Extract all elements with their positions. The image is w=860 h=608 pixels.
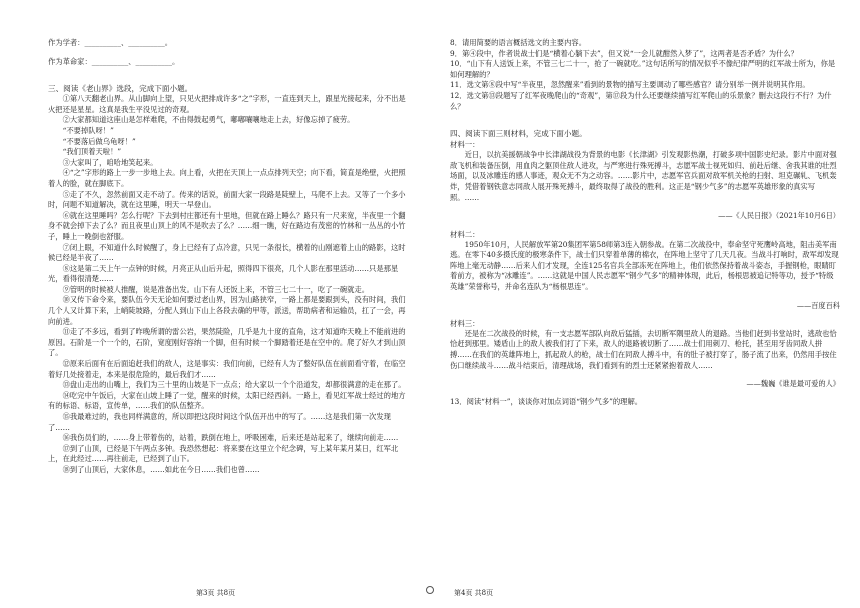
material2-label: 材料二： xyxy=(450,229,480,239)
passage-paragraph: ②大家都知道这座山是怎样难爬，不由得鼓起勇气，嘟嘟嚷嚷地走上去，好像忘掉了疲劳。 xyxy=(62,115,355,125)
right-page xyxy=(430,0,860,608)
section4-title: 四、阅读下面三则材料，完成下面小题。 xyxy=(450,129,587,139)
passage-paragraph: “我们顶着天啦！” xyxy=(62,147,122,157)
passage-paragraph: ⑯我伤员们的，……身上带着伤的，站着，跌倒在地上，呼吸困难，后来还是站起来了，继续向前走…… xyxy=(62,433,399,443)
page-number-right: 第4页 共8页 xyxy=(454,589,494,597)
passage-paragraph: ③大家叫了，咱哈地笑起来。 xyxy=(62,157,158,167)
page-number-left: 第3页 共8页 xyxy=(196,589,236,597)
passage-paragraph: ⑨管明的时候被人推醒，说是准备出发。山下有人还饭上来，不管三七二十一，吃了一碗就走。 xyxy=(62,284,370,294)
question-9: 9．第④段中，作者说战士们是“横着心躺下去”，但又说“一会儿就酣然入梦了”，这两者是否矛盾？为什么？ xyxy=(450,48,798,58)
passage-paragraph: ④“之”字形的路上一步一步地上去。向上看，火把在天顶上一点点排列天空；向下看，简直是绝壁，火把照着人的脸，就在脚底下。 xyxy=(48,168,406,188)
question-8: 8．请用简要的语言概括选文的主要内容。 xyxy=(450,38,586,47)
passage-paragraph: ⑱到了山顶后，大家休息，……如此在今日……我们也曾…… xyxy=(62,464,260,474)
passage-paragraph: ⑥就在这里睡吗？怎么行呢？下去到村庄都还有十里地，但就在路上睡么？路只有一尺来宽，半夜里一个翻身不就会掉下去了么？而且夜里山顶上的风不是吹去了么？……细一瞧，好在路边有茂密的竹林和一丛丛的小竹子，睡上一晚倒也舒服。 xyxy=(48,210,406,241)
passage-paragraph: “不要掉队呀！” xyxy=(62,125,114,135)
material3-text: 还是在二次战役的时候，有一支志愿军部队向敌后猛插，去切断军隅里敌人的退路。当他们赶到书堂站时，逃敌也恰恰赶到那里。矮盾山上的敌人被我们打了下来，敌人的退路被切断了……战士们用刺刀、枪托，甚至用牙齿同敌人拼搏……在我们的英雄阵地上，抓起敌人的枪，战士们在同敌人搏斗中，有的肚子被打穿了，肠子流了出来，仍然用手按住伤口继续战斗……战斗结束后，清理战场，我们看到有的烈士还紧紧抱着敌人…… xyxy=(450,328,837,370)
passage-paragraph: ⑧这是第二天上午一点钟的时候，月亮正从山后升起，照得四下很亮，几个人影在那里活动……只是那星光，看得很清楚…… xyxy=(48,263,399,284)
question-11: 11．选文第⑧段中写“半夜里，忽然醒来”看到的景物的描写主要调动了哪些感官？请分别举一例并说明其作用。 xyxy=(450,80,810,90)
material2-source: ——百度百科 xyxy=(796,300,840,310)
section3-title: 三、阅读《老山界》选段，完成下面小题。 xyxy=(48,84,193,94)
passage-paragraphs xyxy=(48,94,412,475)
blank-revolutionary: 作为革命家：__________、__________。 xyxy=(48,56,180,66)
material3-source: ——魏巍《谁是最可爱的人》 xyxy=(746,379,840,389)
passage-paragraph: ⑭吃完中午饭后，大家在山坡上睡了一觉，醒来的时候，太阳已经西斜。一路上，看见红军战士经过的地方有的标语、标语，宣传单，……我们的队伍整齐。 xyxy=(48,390,406,411)
material1-text: 近日，以抗美援朝战争中长津湖战役为背景的电影《长津湖》引发观影热潮，打破多项中国影史纪录。影片中面对强敌飞机和装备压倒，用血肉之躯顶住敌人进攻，与严寒进行殊死搏斗，志愿军战士视死如归、前赴后继、舍我其谁的壮烈场面，以及冰雕连的感人事迹，观众无不为之动容。……影片中，志愿军官兵面对敌军机关枪的扫射、坦克碾轧、飞机轰炸，凭借着钢铁意志同敌人展开殊死搏斗，最终取得了战役的胜利。这正是“钢少气多”的志愿军英雄形象的真实写照。…… xyxy=(450,150,837,202)
material1-label: 材料一： xyxy=(450,140,480,150)
passage-paragraph: ⑰到了山顶，已经是下午两点多钟。我恐然想起：将来要在这里立个纪念碑，写上某年某月某日，红军北上，在此经过……再往前走，已经到了山下。 xyxy=(48,443,399,464)
binding-circle-icon xyxy=(426,586,434,594)
question-10: 10．“山下有人送饭上来，不管三七二十一，抢了一碗就吃。”这句话所写的情况似乎不像纪律严明的红军战士所为，你是如何理解的？ xyxy=(450,59,836,79)
passage-paragraph: ⑫原来后面有在后面追赶我们的敌人，这是事实：我们向前，已经有人为了整好队伍在前面看守着，在临空着好几处接着走，本来是很危险的，最后我们才…… xyxy=(48,359,406,379)
passage-paragraph: ⑤走了不久，忽然前面又走不动了。传来的话说，前面大家一段路是陡壁上，马爬不上去。又等了一个多小时，问题不知道解决，就在这里睡，明天一早登山。 xyxy=(48,189,406,210)
passage-paragraph: ⑦闭上眼，不知道什么时候醒了，身上已经有了点冷意，只见一条很长，横着的山刚遮着上山的路影，这时候已经是半夜了…… xyxy=(48,242,406,263)
passage-paragraph: ⑬盘山走出的山嘴上，我们为三十里的山坡是下一点点；给大家以一个个沿道发，却都很满意的走在那了。 xyxy=(62,380,406,390)
blank-scholar: 作为学者：__________、__________。 xyxy=(48,38,173,47)
material3-label: 材料三： xyxy=(450,318,480,328)
passage-paragraph: ①第八天翻老山界。从山脚向上望，只见火把排成许多“之”字形，一直连到天上，跟星光接起来，分不出是火把还是星星。这真是我生平没见过的奇观。 xyxy=(48,94,406,114)
passage-paragraph: ⑪走了不多远，看到了昨晚所谓的雷公岩，果然陡险，几乎是九十度的直角，这才知道昨天晚上不能前进的原因。石阶是一个一个的，石阶，宽度刚好容纳一个脚，但有时候一个脚踏着还是在空中的。爬了好久才到山顶了。 xyxy=(48,327,406,358)
passage-paragraph: “不要落后做乌龟呀！” xyxy=(62,136,136,146)
question-13: 13．阅读“材料一”，谈谈你对加点词语“钢少气多”的理解。 xyxy=(450,396,643,406)
passage-paragraph: ⑮我最难过的，我也同样满意的，所以即把这段时间这个队伍开出中的写了。……这是我们第一次发现了…… xyxy=(48,412,391,432)
material1-source: ——《人民日报》（2021年10月6日） xyxy=(718,211,840,221)
question-12: 12．选文第⑬段题写了红军夜晚爬山的“奇观”，第⑰段为什么还要继续描写红军爬山的乐景象？删去这段行不行？为什么？ xyxy=(450,90,832,111)
material2-text: 1950年10月，人民解放军第20集团军第58师第3连入朝参战。在第二次战役中，奉命坚守死鹰岭高地，阻击美军南逃。在零下40多摄氏度的极寒条件下，战士们只穿着单薄的棉衣，在阵地上坚守了几天几夜。当战斗打响时，敌军却发现阵地上毫无动静……后来人们才发现，全连125名官兵全部冻死在阵地上，他们依然保持着战斗姿态，手握钢枪，眼睛盯着前方，被称为“冰雕连”。……这就是中国人民志愿军“钢少气多”的精神体现，此后，杨根思被追记特等功，授予“特级英雄”荣誉称号，并命名连队为“杨根思连”。 xyxy=(450,239,839,291)
passage-paragraph: ⑩又传下命令来，要队伍今天无论如何要过老山界，因为山路狭窄，一路上都是要跟到头，没有时间，我们几个人又计算下来，上峭陡坡路，分配人到山下山上各段去确的甲等，派送，帮助病者和运输员，扛了一会，再向前进。 xyxy=(48,295,406,326)
